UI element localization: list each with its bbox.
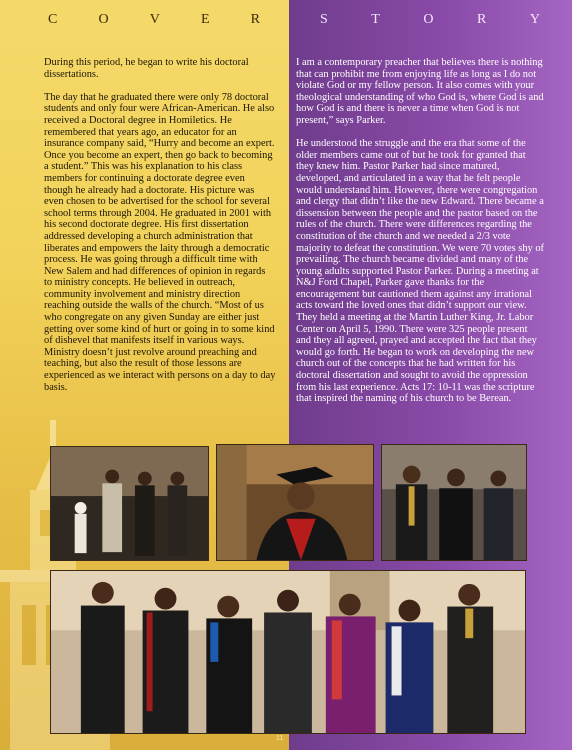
article-paragraph: He understood the struggle and the era that some of the older members came out of but he took for granted that they knew him. Pastor Parker had since matured, developed, and articulated in a way that he felt people would understand him. However, there were congregation and clergy that didn’t like the new Edward. There became a dissension between the people and the pastor based on the rules of the church. There were differences regarding the constitution of the church and we needed a 2/3 vote majority to defeat the constitution. We were 70 votes shy of prevailing. The church became divided and many of the young adults supported Pastor Parker. During a meeting at N&J Ford Chapel, Parker gave thanks for the encouragement but cautioned them against any irrational acts toward the loved ones that didn’t support our view. They held a meeting at the Martin Luther King, Jr. Labor Center on April 5, 1990. There were 325 people present and they all agreed, prayed and accepted the fact that they would go forth. He began to work on developing the new church out of the concepts that he had written for his doctoral dissertation and sought to avoid the oppression from his last experience. Acts 17: 10-11 was the scripture that inspired the naming of his church to be Berean. <box>296 138 544 405</box>
section-header-cover <box>48 12 260 30</box>
section-header-story <box>320 12 540 30</box>
header-letter: R <box>250 12 260 27</box>
photo-group-outdoors <box>50 446 209 561</box>
article-paragraph: The day that he graduated there were only 78 doctoral students and only four were African-American. He also received a Doctoral degree in Homiletics. He remembered that years ago, an educator for an insurance company said, “Hurry and become an expert. Once you become an expert, then go back to becoming a student.” This was his explanation to his class members for continuing a doctorate degree even though he already had a doctorate. His picture was even chosen to be advertised for the school for several school terms through 2004. He graduated in 2001 with his second doctorate degree. His first dissertation addressed developing a church administration that liberates and empowers the laity through a democratic process. He was going through a difficult time with New Salem and had differences of opinion in regards to ministry concepts. He believed in outreach, community involvement and ministry direction reaching outside the walls of the church. “Most of us who congregate on any given Sunday are either just getting over some kind of hurt or going in to some kind of dishevel that manifests itself in various ways. Ministry doesn’t just revolve around preaching and teaching, but also the result of those lessons are experienced as we interact with persons on a day to day basis. <box>44 91 276 393</box>
header-letter: Y <box>529 12 540 27</box>
article-paragraph: During this period, he began to write his doctoral dissertations. <box>44 57 249 80</box>
article-right-column <box>296 57 544 416</box>
header-letter: O <box>423 12 434 27</box>
header-letter: T <box>371 12 380 27</box>
header-letter: C <box>48 12 58 27</box>
photo-clergy-group <box>50 570 526 734</box>
header-letter: S <box>320 12 328 27</box>
photo-graduation-portrait <box>216 444 374 561</box>
article-paragraph: I am a contemporary preacher that believes there is nothing that can prohibit me from enjoying life as long as I do not violate God or my fellow person. It also comes with your theological understanding of who God is, where God is and how God is and there is never a time when God is not present,” says Parker. <box>296 57 544 126</box>
page-number: 11 <box>276 735 284 742</box>
header-letter: R <box>476 12 487 27</box>
header-letter: V <box>149 12 160 27</box>
photo-three-men-suits <box>381 444 527 561</box>
article-left-column <box>44 57 276 405</box>
header-letter: O <box>98 12 109 27</box>
header-letter: E <box>200 12 210 27</box>
